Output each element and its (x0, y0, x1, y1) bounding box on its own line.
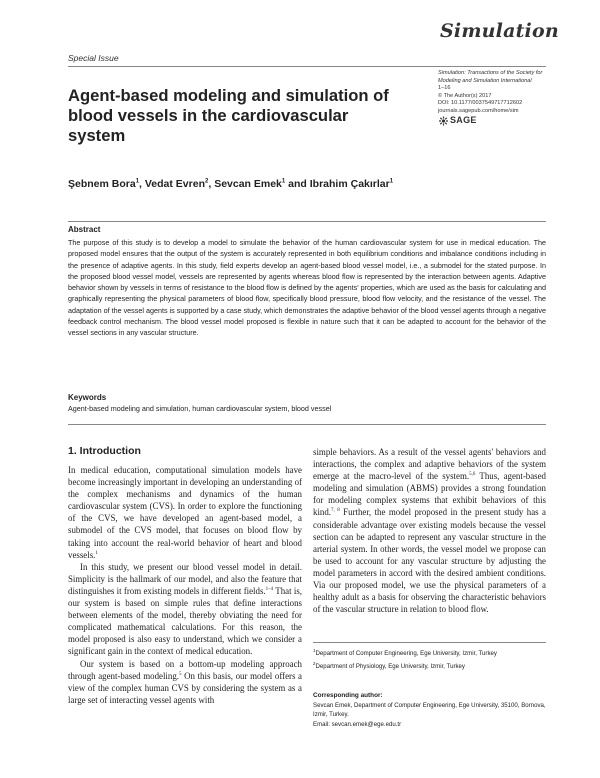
copyright: © The Author(s) 2017 (438, 92, 492, 99)
affiliation-item (313, 659, 546, 672)
paragraph-text: Thus, agent-based modeling and simulation (ABMS) provides a strong foundation for modeling complex systems that exhibit behaviors of this kind. (313, 471, 546, 518)
corresponding-author (313, 691, 546, 729)
author-name: Ibrahim Çakırlar (309, 178, 390, 190)
sage-mark-icon (438, 116, 449, 126)
affiliation-text: Department of Physiology, Ege University, Izmir, Turkey (315, 662, 465, 670)
paragraph (313, 446, 546, 615)
abstract-top-divider (68, 221, 546, 222)
author-name: Vedat Evren (144, 178, 205, 190)
corresponding-author-heading: Corresponding author: (313, 692, 383, 699)
sage-logo (438, 116, 558, 126)
affiliations (313, 646, 546, 671)
section-heading-introduction: 1. Introduction (68, 445, 141, 457)
paragraph-text: On this basis, our model offers a view of the complex human CVS by considering the system as a large set of interacting vessel agents with (68, 670, 302, 705)
journal-full-name: Simulation: Transactions of the Society for Modeling and Simulation International (438, 70, 543, 84)
citation-ref[interactable]: 1 (95, 550, 98, 556)
publisher-name: SAGE (450, 114, 477, 125)
journal-url[interactable]: journals.sagepub.com/home/sim (438, 107, 519, 114)
affiliation-text: Department of Computer Engineering, Ege University, Izmir, Turkey (315, 650, 497, 658)
corresponding-author-email[interactable]: Email: sevcan.emek@ege.edu.tr (313, 720, 402, 728)
citation-ref[interactable]: 5,6 (469, 472, 476, 478)
paragraph-text: That is, our system is based on simple rules that define interactions between elements of the model, thereby obviating the need for complicated mathematical calculations. For this reason, the model proposed is also easy to understand, which we consider a significant gain in the context of medical education. (68, 585, 302, 657)
special-issue-label: Special Issue (68, 53, 119, 63)
paragraph-text: In this study, we present our blood vessel model in detail. Simplicity is the hallmark of our model, and also the feature that distinguishes it from existing models in different fields. (68, 561, 302, 596)
author-name: Şebnem Bora (68, 178, 136, 190)
affiliation-number: 1 (313, 648, 316, 653)
paragraph (68, 464, 302, 561)
paragraph-text: Our system is based on a bottom-up modeling approach through agent-based modeling. (68, 658, 302, 681)
abstract-text: The purpose of this study is to develop a model to simulate the behavior of the human cardiovascular system for use in medical education. The proposed model ensures that the output of the system is accurately represented in both equilibrium conditions and imbalance conditions including in the presence of adaptive agents. In this study, field experts develop an agent-based blood vessel model, i.e., a submodel for the stated purpose. In the proposed blood vessel model, vessels are represented by agents whereas blood flow is represented by the interaction between agents. Adaptive behavior shown by vessels in terms of resistance to the blood flow is defined by the agents' properties, which are used as the basis for calculating and graphically representing the physical parameters of blood flow, specifically blood pressure, blood flow velocity, and the resistance of the vessel. The adaptation of the vessel agents is supported by a case study, which demonstrates the adaptive behavior of the blood vessel agents through a negative feedback control mechanism. The blood vessel model proposed is flexible in nature such that it can be adapted to account for the behavior of the vessel sections in any vascular structure. (68, 238, 546, 338)
citation-ref[interactable]: 5 (178, 671, 182, 677)
body-column-right (313, 446, 546, 615)
citation-ref[interactable]: 7, 8 (331, 508, 340, 514)
author-separator: , (139, 178, 145, 190)
affiliation-item (313, 646, 546, 659)
paragraph (68, 561, 302, 658)
abstract-heading: Abstract (68, 225, 101, 234)
journal-info-block (438, 70, 558, 126)
doi: DOI: 10.1177/0037549717712602 (438, 100, 523, 107)
paper-title: Agent-based modeling and simulation of blood vessels in the cardiovascular system (68, 86, 389, 145)
author-affiliation-mark: 1 (281, 178, 286, 185)
author-separator: , (208, 178, 215, 190)
paragraph-text: Further, the model proposed in the present study has a considerable advantage over existing models because the vessel section can be adapted to represent any vascular structure in the arterial system. In other words, the vessel model we propose can be used to account for any vascular structure by adjusting the model parameters in accord with the desired ambient conditions. Via our proposed model, we use the physical parameters of a healthy adult as a basis for observing the characteristic behaviors of the vascular structure in relation to blood flow. (313, 507, 546, 615)
author-list (68, 178, 393, 190)
paragraph (68, 658, 302, 706)
author-affiliation-mark: 1 (389, 178, 394, 185)
keywords-heading: Keywords (68, 393, 107, 402)
header-divider (68, 66, 546, 67)
citation-ref[interactable]: 1–4 (265, 586, 274, 592)
affiliation-number: 2 (313, 660, 316, 666)
author-affiliation-mark: 1 (135, 178, 140, 185)
body-column-left (68, 464, 302, 706)
paragraph-text: simple behaviors. As a result of the vessel agents' behaviors and interactions, the complex and adaptive behaviors of the system emerge at the macro-level of the system. (313, 447, 546, 482)
footnote-divider (313, 642, 546, 643)
author-separator: and (285, 178, 310, 190)
author-affiliation-mark: 2 (205, 178, 209, 185)
page-range: 1–16 (438, 85, 451, 92)
corresponding-author-details: Sevcan Emek, Department of Computer Engineering, Ege University, 35100, Bornova, Izmir, Turkey. (313, 701, 546, 718)
keywords-bottom-divider (68, 424, 546, 425)
keywords-text: Agent-based modeling and simulation, human cardiovascular system, blood vessel (68, 404, 332, 413)
author-name: Sevcan Emek (214, 178, 282, 190)
journal-logo: Simulation (440, 20, 559, 42)
paragraph-text: In medical education, computational simulation models have become increasingly important in developing an understanding of the complex mechanisms and dynamics of the human cardiovascular system (CVS). In order to explore the functioning of the CVS, we have developed an agent-based model, a submodel of the CVS model, that focuses on blood flow by taking into account the real-world behavior of heart and blood vessels. (68, 465, 302, 560)
